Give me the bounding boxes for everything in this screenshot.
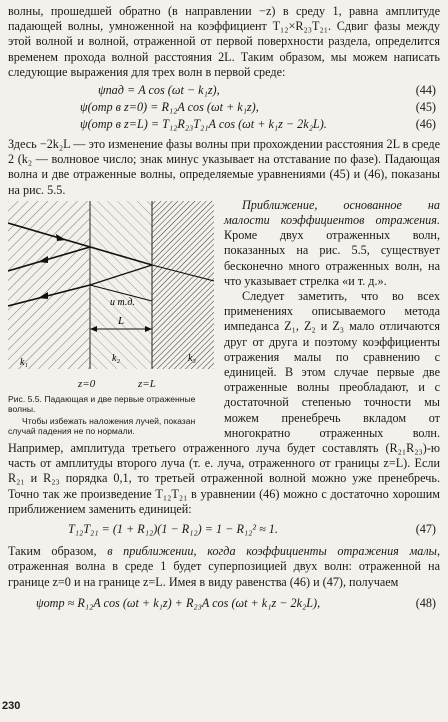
label-k3: k₃ xyxy=(188,352,196,364)
label-L: L xyxy=(118,314,125,327)
paragraph-5 xyxy=(8,544,440,590)
equation-47-number: (47) xyxy=(415,522,436,537)
caption-title: Рис. 5.5. Падающая и две первые отраженные волны. xyxy=(8,393,196,415)
label-etc: и т.д. xyxy=(110,296,135,308)
figure-diagram xyxy=(8,201,214,379)
equation-46-number: (46) xyxy=(415,117,436,132)
paragraph-5-italic: в приближении, когда коэффициенты отражения малы xyxy=(107,544,437,559)
equation-48-number: (48) xyxy=(415,595,436,610)
figure-caption xyxy=(8,394,214,437)
paragraph-3-text: Кроме двух отраженных волн, показанных на рис. 5.5, существует бесконечно много отраженных волн, на что указывает стрелка «и т. д.». xyxy=(224,228,440,288)
page-number: 230 xyxy=(2,700,21,712)
axis-labels xyxy=(8,379,214,391)
paragraph-5-a: Таким образом, xyxy=(8,544,108,559)
paragraph-3-italic: Приближение, основанное на малости коэффициентов отражения. xyxy=(224,197,440,228)
equation-47-text: T₁₂T₂₁ = (1 + R₁₂)(1 − R₁₂) = 1 − R₁₂² ≈ 1. xyxy=(68,522,278,537)
paragraph-4: Следует заметить, что во всех применениях описываемого метода импеданса Z₁, Z₂ и Z₃ мало отличаются друг от друга и поэтому коэффициенты отражения малы по сравнению с единицей. В этом случае первые две отраженные волны преобладают, и с достаточной степенью точности мы можем пренебречь вкладом от многократно отраженных волн. Например, амплитуда третьего отраженного луча будет составлять (R₂₁R₂₃)-ю часть от амплитуды второго луча (т. е. луча, отраженного от границы z=L). Если R₂₁ и R₂₃ порядка 0,1, то третьей отраженной волной можно уже пренебречь. Точно так же произведение T₁₂T₂₁ в уравнении (46) можно с достаточно хорошим приближением заменить единицей: xyxy=(8,289,440,516)
caption-note: Чтобы избежать наложения лучей, показан случай падения не по нормали. xyxy=(8,415,196,437)
equation-45-number: (45) xyxy=(415,100,436,115)
label-k1: k₁ xyxy=(20,356,28,368)
paragraph-intro: волны, прошедшей обратно (в направлении −z) в среду 1, равна амплитуде падающей волны, умноженной на коэффициент T₁₂×R₂₃T₂₁. Сдвиг фазы между этой волной и волной, отраженной от первой поверхности раздела, определится временем прохода волной расстояния 2L. Таким образом, мы можем написать следующие выражения для трех волн в первой среде: xyxy=(8,4,440,79)
equation-46 xyxy=(8,117,440,134)
equation-46-text: ψ(отр в z=L) = T₁₂R₂₃T₂₁A cos (ωt + k₁z − 2k₂L). xyxy=(80,117,327,132)
equation-48 xyxy=(8,596,440,613)
equation-45-text: ψ(отр в z=0) = R₁₂A cos (ωt + k₁z), xyxy=(80,100,259,115)
page xyxy=(8,4,440,613)
label-z0: z=0 xyxy=(78,377,96,390)
equation-45 xyxy=(8,100,440,117)
figure-5-5 xyxy=(8,201,214,437)
equation-48-text: ψотр ≈ R₁₂A cos (ωt + k₁z) + R₂₃A cos (ωt + k₁z − 2k₂L), xyxy=(36,595,321,610)
label-zL: z=L xyxy=(138,377,156,390)
equation-44-text: ψпад = A cos (ωt − k₁z), xyxy=(98,83,220,98)
medium-3-region xyxy=(152,201,214,369)
paragraph-2-text: Здесь −2k₂L — это изменение фазы волны при прохождении расстояния 2L в среде 2 (k₂ — волновое число; знак минус указывает на отставание по фазе). Падающая волна и две отраженные волны, определяемые уравнениями (45) и (46), показаны на рис. 5.5. xyxy=(8,137,440,197)
equation-47 xyxy=(8,522,440,539)
paragraph-2-first xyxy=(8,137,440,198)
label-k2: k₂ xyxy=(112,352,120,364)
equation-44 xyxy=(8,83,440,100)
medium-2-region xyxy=(90,201,152,369)
equation-44-number: (44) xyxy=(415,83,436,98)
paragraph-5-b: , отраженная волна в среде 1 будет суперпозицией двух волн: отраженной на границе z=0 и на границе z=L. Имея в виду равенства (46) и (47), получаем xyxy=(8,544,440,589)
